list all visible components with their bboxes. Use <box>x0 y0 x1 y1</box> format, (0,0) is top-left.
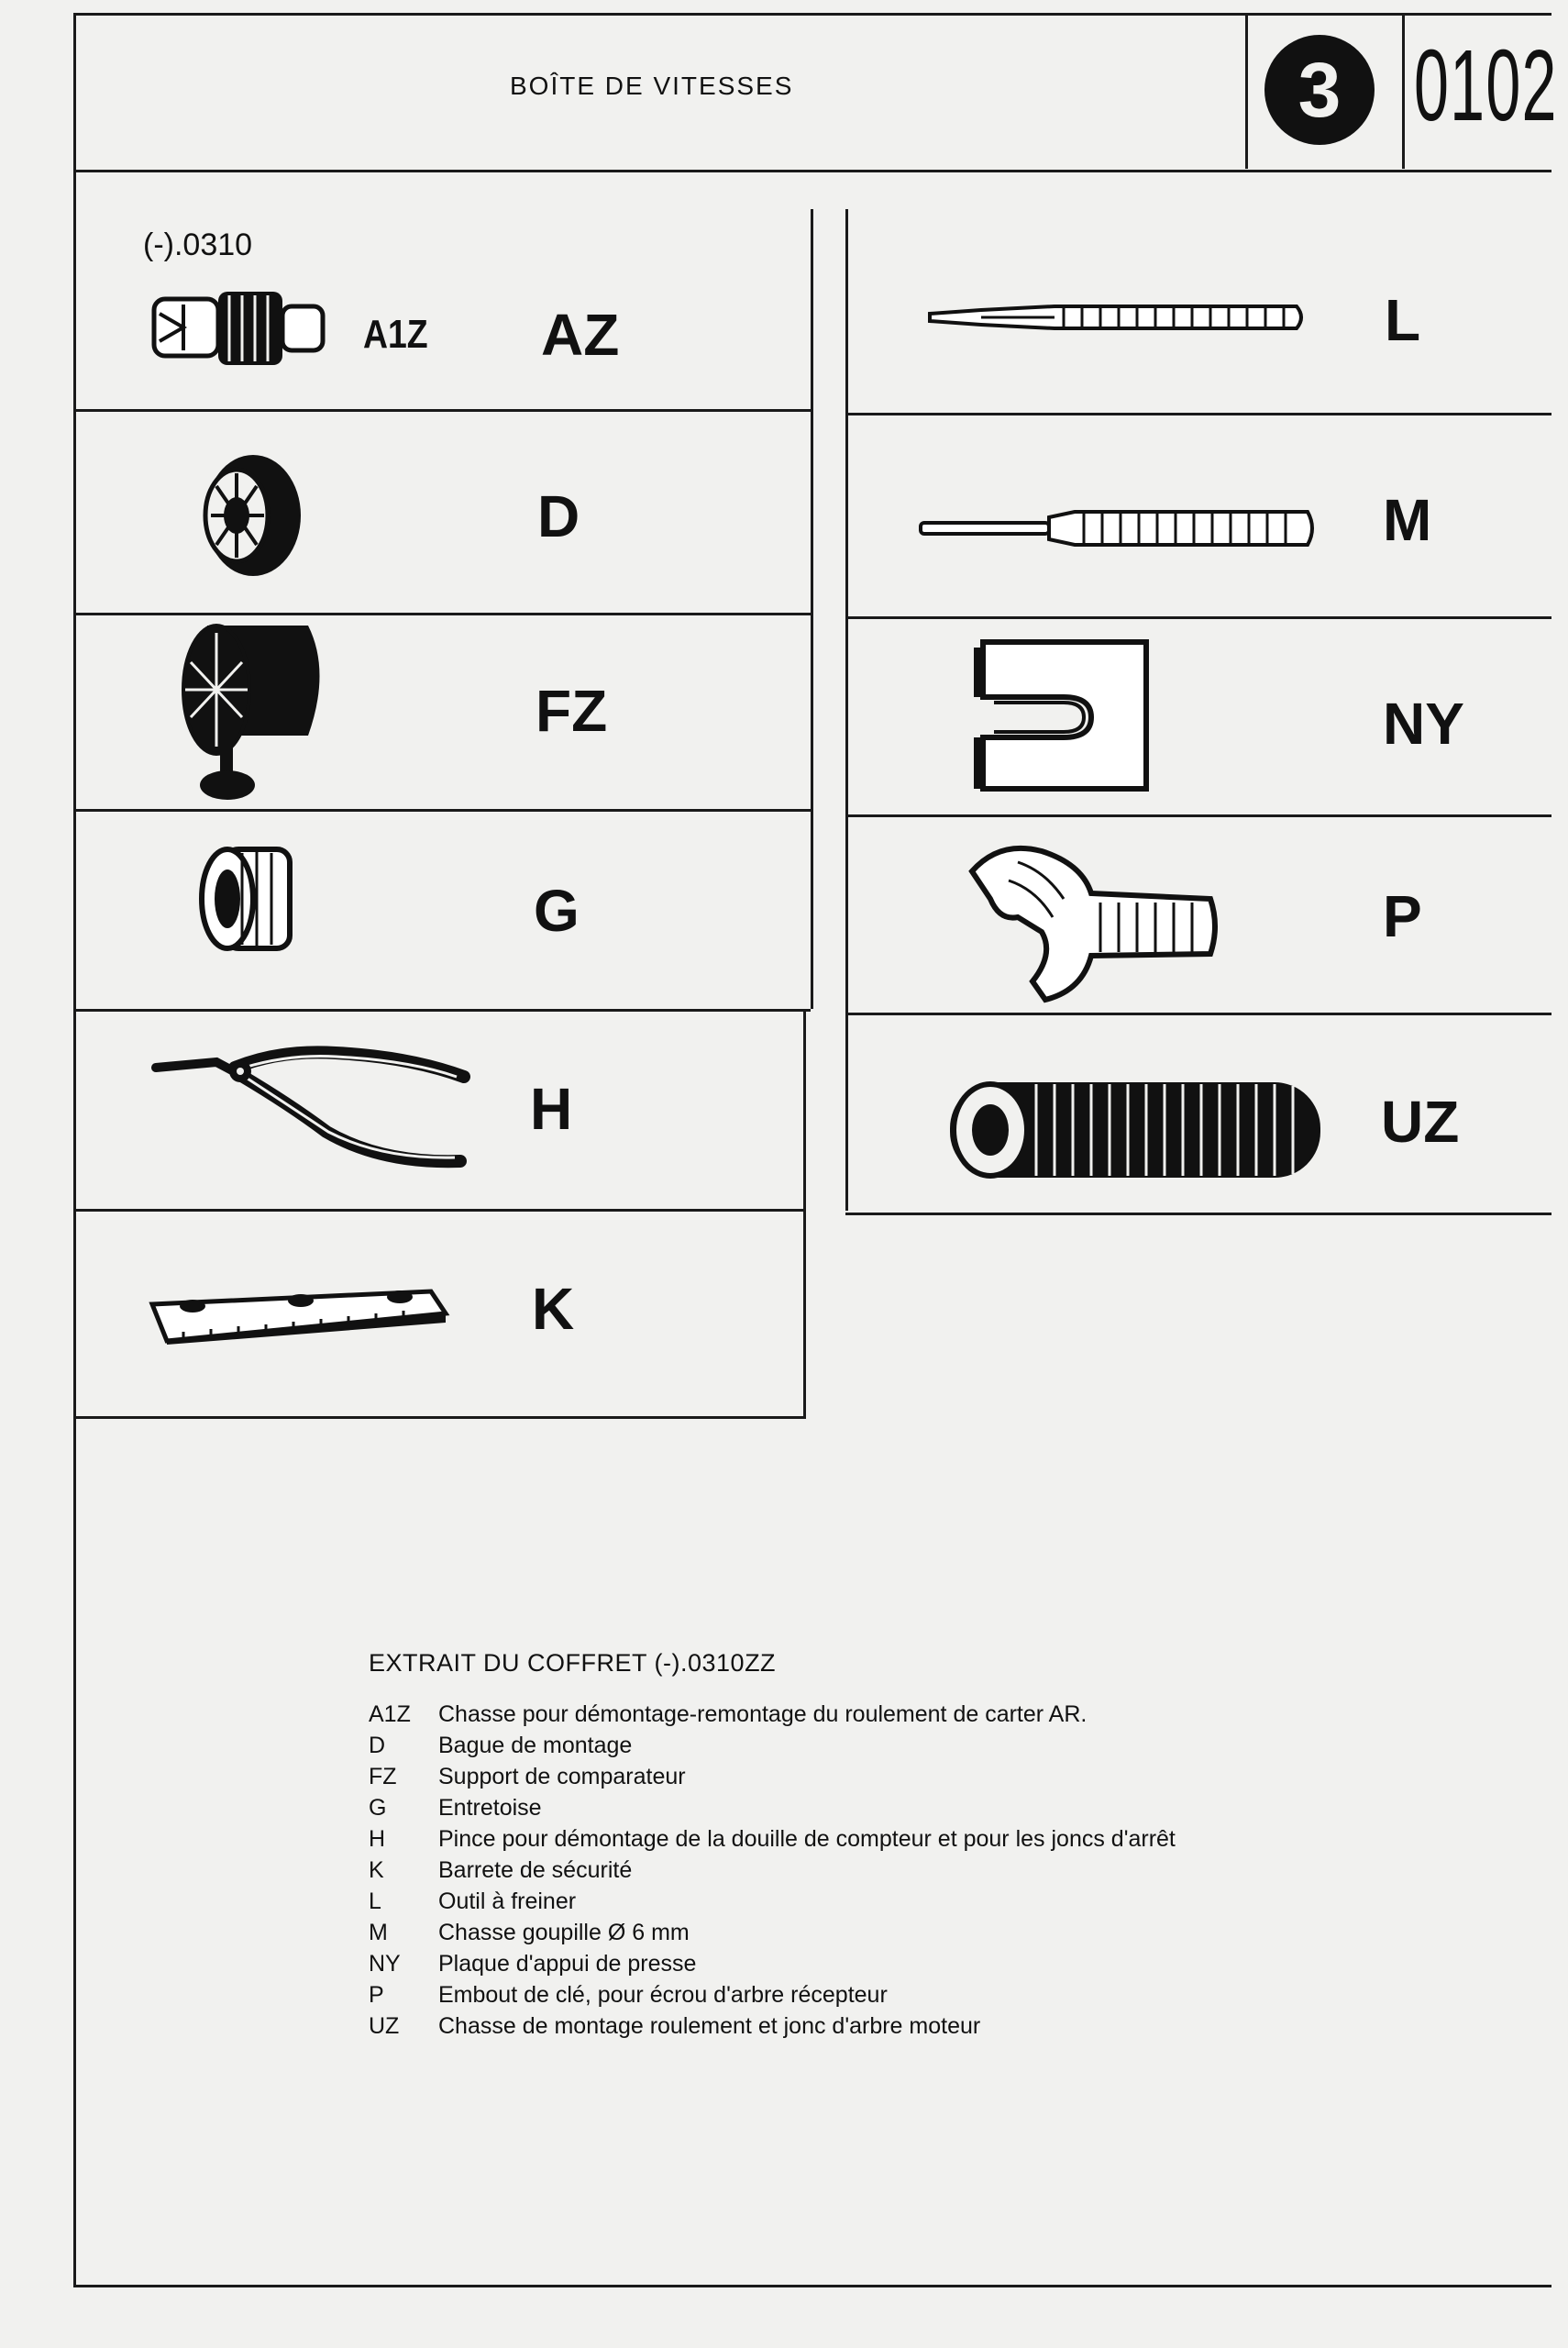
tool-letter-l: L <box>1385 287 1421 353</box>
left-grid-edge-upper <box>811 209 813 1009</box>
right-row-divider <box>845 1213 1551 1215</box>
wrench-end-icon <box>954 844 1220 1007</box>
drift-tube-icon <box>944 1075 1330 1183</box>
legend-desc: Outil à freiner <box>438 1888 577 1914</box>
legend-code: NY <box>369 1951 401 1977</box>
legend-desc: Chasse pour démontage-remontage du roulement de carter AR. <box>438 1701 1088 1727</box>
right-grid-edge <box>845 209 848 1211</box>
tool-letter-ny: NY <box>1383 691 1464 757</box>
legend-row <box>369 1792 1176 1823</box>
tool-letter-m: M <box>1383 487 1432 553</box>
legend-desc: Chasse de montage roulement et jonc d'arbre moteur <box>438 2013 981 2039</box>
right-row-divider <box>845 616 1551 619</box>
legend-code: A1Z <box>369 1701 411 1727</box>
legend-code: UZ <box>369 2013 400 2039</box>
legend-desc: Embout de clé, pour écrou d'arbre récepteur <box>438 1982 888 2008</box>
bearing-drift-icon <box>147 286 330 371</box>
legend-desc: Pince pour démontage de la douille de compteur et pour les joncs d'arrêt <box>438 1826 1176 1852</box>
tool-letter-p: P <box>1383 883 1422 949</box>
toolbox-reference: (-).0310 <box>143 227 253 262</box>
legend-list <box>369 1699 1176 2042</box>
legend-desc: Plaque d'appui de presse <box>438 1951 697 1977</box>
left-row-divider <box>73 613 811 615</box>
gauge-support-icon <box>180 616 336 807</box>
tool-sub-letter-a1z: A1Z <box>363 312 428 357</box>
legend-code: H <box>369 1826 386 1852</box>
mounting-ring-icon <box>200 444 310 581</box>
tool-letter-fz: FZ <box>536 678 608 744</box>
legend-row <box>369 1948 1176 1979</box>
legend-row <box>369 1761 1176 1792</box>
page-number: 0102 <box>1414 29 1558 142</box>
tool-letter-az: AZ <box>541 302 620 368</box>
legend-desc: Support de comparateur <box>438 1764 686 1789</box>
legend-desc: Barrete de sécurité <box>438 1857 633 1883</box>
legend-code: K <box>369 1857 384 1883</box>
tool-letter-g: G <box>534 878 580 944</box>
legend-row <box>369 1699 1176 1730</box>
legend-desc: Entretoise <box>438 1795 542 1821</box>
legend-code: L <box>369 1888 381 1914</box>
legend-heading: EXTRAIT DU COFFRET (-).0310ZZ <box>369 1649 777 1677</box>
legend-row <box>369 1823 1176 1855</box>
legend-code: P <box>369 1982 384 2008</box>
legend-row <box>369 1855 1176 1886</box>
left-row-divider <box>73 1009 811 1012</box>
tool-letter-d: D <box>537 483 580 549</box>
brake-punch-icon <box>926 299 1308 336</box>
pliers-icon <box>152 1040 473 1178</box>
left-row-divider <box>73 409 811 412</box>
legend-code: FZ <box>369 1764 397 1789</box>
legend-row <box>369 1730 1176 1761</box>
legend-code: G <box>369 1795 387 1821</box>
left-row-divider <box>73 1209 805 1212</box>
left-row-divider <box>73 809 811 812</box>
right-row-divider <box>845 814 1551 817</box>
legend-row <box>369 2010 1176 2042</box>
press-plate-icon <box>972 637 1155 792</box>
chapter-number: 3 <box>1264 35 1375 145</box>
legend-row <box>369 1917 1176 1948</box>
left-grid-bottom <box>73 1416 806 1419</box>
chapter-box <box>1245 13 1405 169</box>
legend-code: M <box>369 1920 388 1945</box>
legend-row <box>369 1886 1176 1917</box>
legend-code: D <box>369 1733 386 1758</box>
legend-row <box>369 1979 1176 2010</box>
safety-bar-icon <box>147 1286 449 1345</box>
right-row-divider <box>845 1013 1551 1015</box>
tool-letter-h: H <box>530 1076 573 1142</box>
tool-letter-uz: UZ <box>1381 1089 1460 1155</box>
pin-punch-icon <box>919 508 1319 548</box>
right-row-divider <box>845 413 1551 415</box>
spacer-icon <box>198 844 299 954</box>
tool-letter-k: K <box>532 1276 575 1342</box>
legend-desc: Bague de montage <box>438 1733 633 1758</box>
page-title: BOÎTE DE VITESSES <box>510 72 794 100</box>
legend-desc: Chasse goupille Ø 6 mm <box>438 1920 690 1945</box>
left-grid-edge-lower <box>803 1009 806 1418</box>
